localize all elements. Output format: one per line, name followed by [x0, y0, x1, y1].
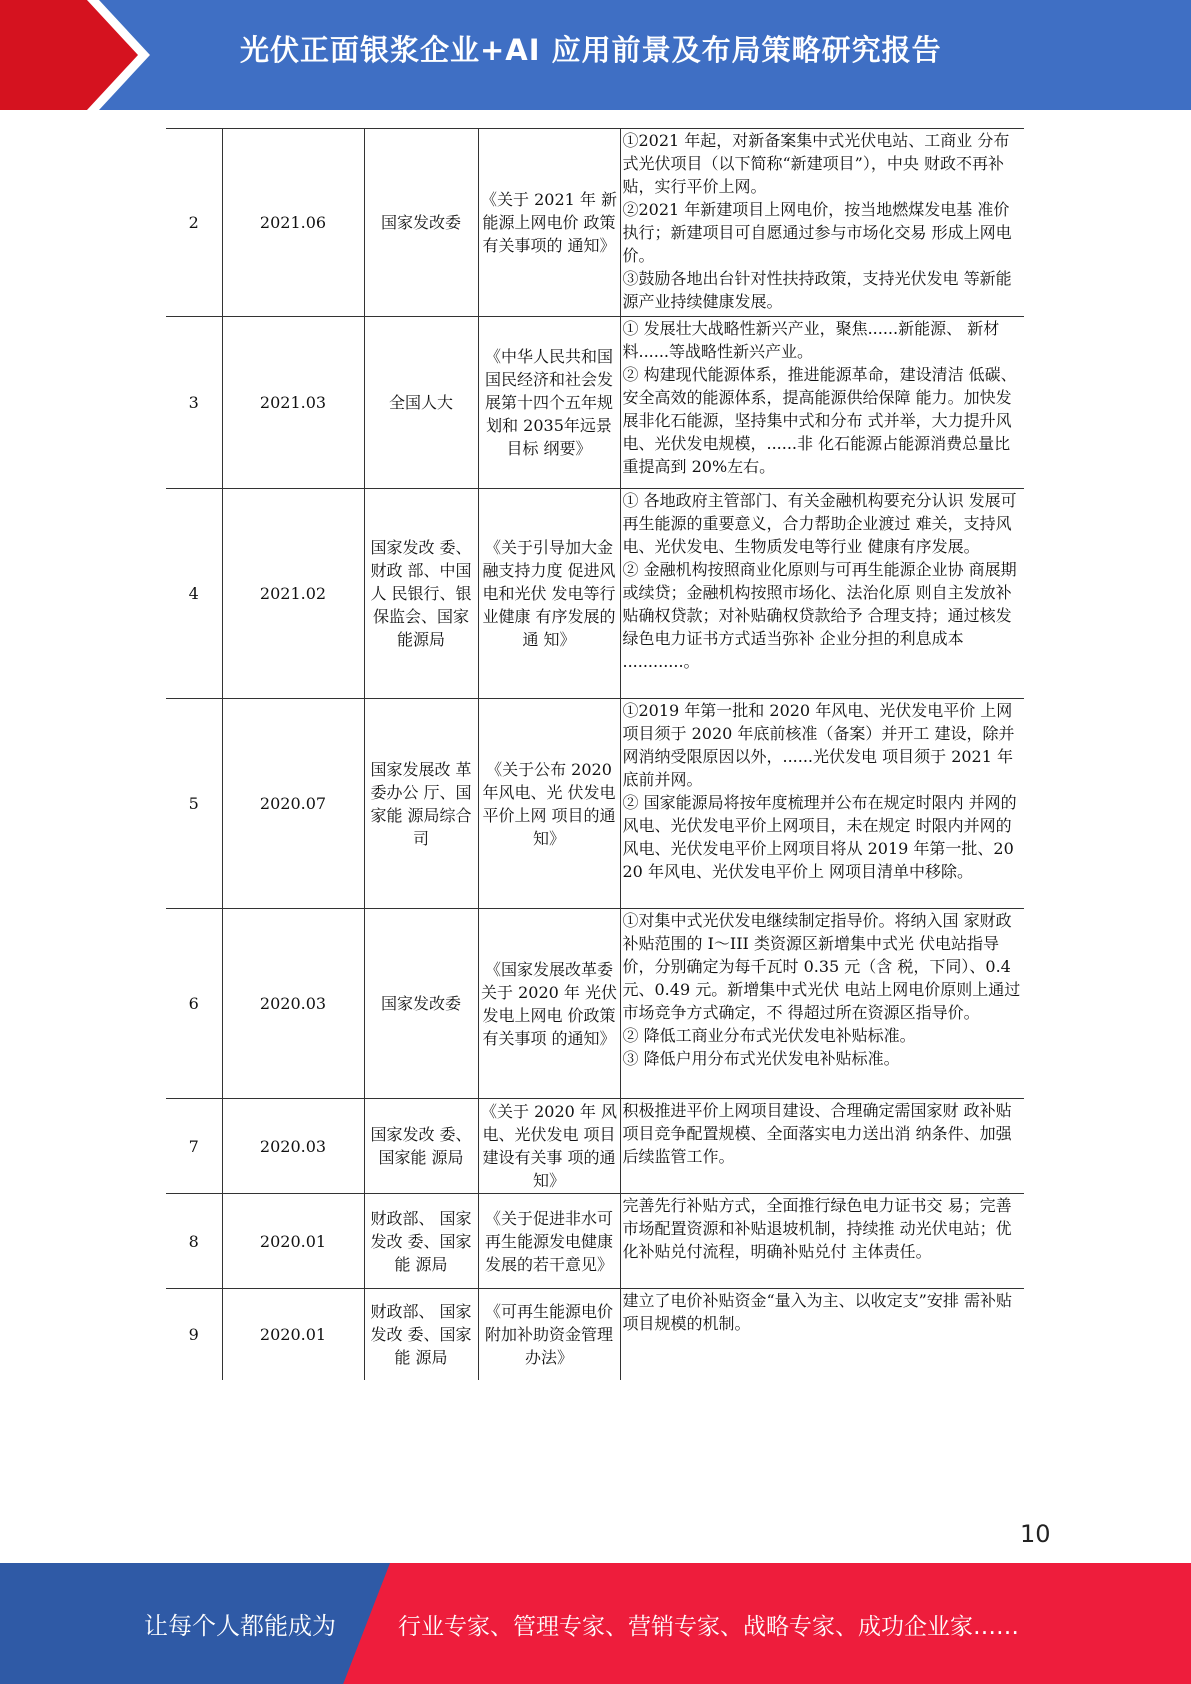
date-cell: 2020.07: [222, 699, 364, 909]
content-cell: ①对集中式光伏发电继续制定指导价。将纳入国 家财政补贴范围的 I～III 类资源区新增集中式光 伏电站指导价，分别确定为每千瓦时 0.35 元（含 税，下同）、0.4 元、0.49 元。新增集中式光伏 电站上网电价原则上通过市场竞争方式确定，不 得超过所在资源区指导价。 ② 降低工商业分布式光伏发电补贴标准。 ③ 降低户用分布式光伏发电补贴标准。: [620, 909, 1024, 1099]
content-cell: ① 各地政府主管部门、有关金融机构要充分认识 发展可再生能源的重要意义，合力帮助企业渡过 难关，支持风电、光伏发电、生物质发电等行业 健康有序发展。 ② 金融机构按照商业化原则与可再生能源企业协 商展期或续贷；金融机构按照市场化、法治化原 则自主发放补贴确权贷款；对补贴确权贷款给予 合理支持；通过核发绿色电力证书方式适当弥补 企业分担的利息成本 ............。: [620, 489, 1024, 699]
department-cell: 国家发改 委、财政 部、中国人 民银行、银保监会、国家能源局: [364, 489, 478, 699]
table-row: [166, 1099, 1024, 1194]
document-cell: 《关于公布 2020 年风电、光 伏发电平价上网 项目的通知》: [478, 699, 620, 909]
document-cell: 《国家发展改革委关于 2020 年 光伏发电上网电 价政策有关事项 的通知》: [478, 909, 620, 1099]
table-row: [166, 317, 1024, 489]
department-cell: 全国人大: [364, 317, 478, 489]
page-number: 10: [1020, 1520, 1051, 1548]
content-cell: 完善先行补贴方式，全面推行绿色电力证书交 易；完善市场配置资源和补贴退坡机制，持续推 动光伏电站；优化补贴兑付流程，明确补贴兑付 主体责任。: [620, 1194, 1024, 1289]
date-cell: 2021.06: [222, 129, 364, 317]
table-row: [166, 1194, 1024, 1289]
department-cell: 国家发改委: [364, 129, 478, 317]
content-cell: 积极推进平价上网项目建设、合理确定需国家财 政补贴项目竞争配置规模、全面落实电力送出消 纳条件、加强后续监管工作。: [620, 1099, 1024, 1194]
department-cell: 财政部、 国家发改 委、国家能 源局: [364, 1289, 478, 1380]
content-cell: 建立了电价补贴资金“量入为主、以收定支”安排 需补贴项目规模的机制。: [620, 1289, 1024, 1380]
department-cell: 国家发改 委、国家能 源局: [364, 1099, 478, 1194]
date-cell: 2021.02: [222, 489, 364, 699]
document-cell: 《关于 2021 年 新能源上网电价 政策有关事项的 通知》: [478, 129, 620, 317]
report-title: 光伏正面银浆企业+AI 应用前景及布局策略研究报告: [240, 33, 942, 67]
page-footer: [0, 1563, 1191, 1684]
seq-cell: 6: [166, 909, 222, 1099]
document-cell: 《可再生能源电价附加补助资金管理办法》: [478, 1289, 620, 1380]
seq-cell: 4: [166, 489, 222, 699]
table-row: [166, 909, 1024, 1099]
document-cell: 《关于引导加大金融支持力度 促进风电和光伏 发电等行业健康 有序发展的通 知》: [478, 489, 620, 699]
date-cell: 2020.03: [222, 909, 364, 1099]
department-cell: 国家发改委: [364, 909, 478, 1099]
table-row: [166, 129, 1024, 317]
table-row: [166, 489, 1024, 699]
date-cell: 2021.03: [222, 317, 364, 489]
seq-cell: 7: [166, 1099, 222, 1194]
table-row: [166, 699, 1024, 909]
seq-cell: 9: [166, 1289, 222, 1380]
seq-cell: 3: [166, 317, 222, 489]
seq-cell: 2: [166, 129, 222, 317]
document-cell: 《中华人民共和国国民经济和社会发展第十四个五年规划和 2035年远景目标 纲要》: [478, 317, 620, 489]
content-cell: ①2021 年起，对新备案集中式光伏电站、工商业 分布式光伏项目（以下简称“新建项目”），中央 财政不再补贴，实行平价上网。 ②2021 年新建项目上网电价，按当地燃煤发电基 准价执行；新建项目可自愿通过参与市场化交易 形成上网电价。 ③鼓励各地出台针对性扶持政策，支持光伏发电 等新能源产业持续健康发展。: [620, 129, 1024, 317]
header-red-chevron: [0, 0, 150, 110]
content-cell: ① 发展壮大战略性新兴产业，聚焦......新能源、 新材料......等战略性新兴产业。 ② 构建现代能源体系，推进能源革命，建设清洁 低碳、安全高效的能源体系，提高能源供给保障 能力。加快发展非化石能源，坚持集中式和分布 式并举，大力提升风电、光伏发电规模，......非 化石能源占能源消费总量比重提高到 20%左右。: [620, 317, 1024, 489]
department-cell: 国家发展改 革委办公 厅、国家能 源局综合司: [364, 699, 478, 909]
date-cell: 2020.01: [222, 1289, 364, 1380]
seq-cell: 8: [166, 1194, 222, 1289]
department-cell: 财政部、 国家发改 委、国家能 源局: [364, 1194, 478, 1289]
content-cell: ①2019 年第一批和 2020 年风电、光伏发电平价 上网项目须于 2020 年底前核准（备案）并开工 建设，除并网消纳受限原因以外，......光伏发电 项目须于 2021 年底前并网。 ② 国家能源局将按年度梳理并公布在规定时限内 并网的风电、光伏发电平价上网项目，未在规定 时限内并网的风电、光伏发电平价上网项目将从 2019 年第一批、2020 年风电、光伏发电平价上 网项目清单中移除。: [620, 699, 1024, 909]
date-cell: 2020.03: [222, 1099, 364, 1194]
document-cell: 《关于 2020 年 风电、光伏发电 项目建设有关事 项的通知》: [478, 1099, 620, 1194]
page-header: [0, 0, 1191, 110]
policy-table: [166, 128, 1024, 1380]
document-cell: 《关于促进非水可再生能源发电健康发展的若干意见》: [478, 1194, 620, 1289]
table-row: [166, 1289, 1024, 1380]
date-cell: 2020.01: [222, 1194, 364, 1289]
seq-cell: 5: [166, 699, 222, 909]
footer-slogan-right: 行业专家、管理专家、营销专家、战略专家、成功企业家……: [398, 1614, 1019, 1640]
footer-slogan-left: 让每个人都能成为: [144, 1612, 336, 1640]
